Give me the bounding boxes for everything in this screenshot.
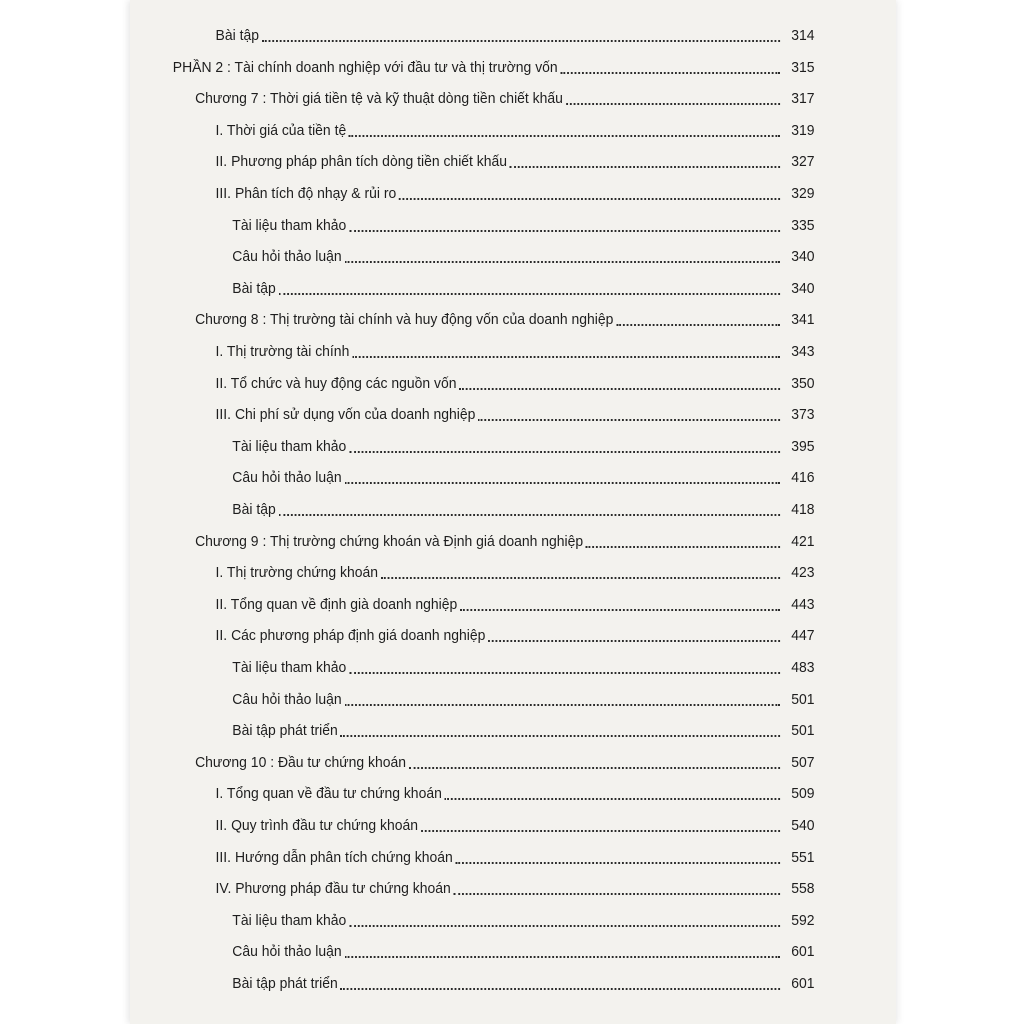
toc-entry: [130, 275, 842, 299]
toc-entry: [130, 433, 842, 457]
toc-entry: [130, 844, 842, 868]
toc-entry-title: I. Thời giá của tiền tệ: [215, 121, 347, 139]
toc-entry-page-number: 327: [791, 153, 815, 171]
toc-entry-title: Tài liệu tham khảo: [232, 216, 347, 234]
toc-entry-page-number: 341: [791, 311, 815, 329]
toc-entry-title: Câu hỏi thảo luận: [232, 690, 342, 708]
toc-entry-title: III. Phân tích độ nhạy & rủi ro: [215, 185, 397, 202]
toc-entry-title: PHẦN 2 : Tài chính doanh nghiệp với đầu tư và thị trường vốn: [172, 58, 558, 76]
toc-entry: [130, 148, 842, 172]
toc-entry: [130, 875, 842, 899]
dot-leader: [279, 514, 781, 516]
toc-entry: [130, 970, 842, 994]
toc-entry-page-number: 350: [791, 374, 815, 392]
toc-entry: [130, 338, 842, 362]
dot-leader: [478, 419, 780, 421]
dot-leader: [262, 40, 780, 42]
toc-entry-title: Câu hỏi thảo luận: [232, 469, 342, 487]
toc-entry-title: I. Thị trường chứng khoán: [215, 564, 379, 582]
dot-leader: [344, 261, 780, 263]
toc-entry: [130, 907, 842, 931]
toc-entry-title: Chương 9 : Thị trường chứng khoán và Định giá doanh nghiệp: [195, 532, 584, 550]
toc-entry-title: III. Chi phí sử dụng vốn của doanh nghiệp: [215, 406, 476, 424]
toc-entry-page-number: 315: [791, 58, 815, 76]
toc-entry-page-number: 507: [791, 753, 815, 771]
toc-entry-title: Chương 7 : Thời giá tiền tệ và kỹ thuật dòng tiền chiết khấu: [195, 90, 563, 108]
dot-leader: [349, 135, 780, 137]
toc-entry: [130, 717, 842, 741]
toc-entry-page-number: 421: [791, 532, 815, 550]
book-page: [130, 0, 896, 1024]
toc-entry-page-number: 501: [791, 722, 815, 740]
toc-entry: [130, 243, 842, 267]
toc-entry-title: Bài tập: [232, 501, 276, 518]
toc-entry-page-number: 540: [791, 817, 815, 834]
dot-leader: [456, 862, 780, 864]
toc-entry-page-number: 418: [791, 501, 815, 518]
toc-entry-title: Chương 10 : Đầu tư chứng khoán: [195, 753, 406, 771]
toc-entry-page-number: 423: [791, 564, 815, 582]
toc-entry-page-number: 314: [791, 27, 815, 44]
toc-entry-title: II. Tổng quan về định già doanh nghiệp: [215, 595, 458, 613]
toc-entry-title: I. Thị trường tài chính: [215, 343, 350, 360]
toc-entry-title: IV. Phương pháp đầu tư chứng khoán: [215, 880, 451, 898]
toc-entry-title: Bài tập: [215, 27, 259, 44]
toc-entry: [130, 622, 842, 646]
dot-leader: [349, 451, 780, 453]
toc-entry-page-number: 483: [791, 659, 815, 676]
dot-leader: [279, 293, 781, 295]
dot-leader: [510, 166, 780, 168]
toc-entry: [130, 528, 842, 552]
dot-leader: [352, 356, 780, 358]
toc-entry-title: Bài tập phát triển: [232, 722, 338, 740]
toc-entry-title: II. Tổ chức và huy động các nguồn vốn: [215, 374, 457, 392]
toc-entry: [130, 686, 842, 710]
toc-entry: [130, 496, 842, 520]
dot-leader: [399, 198, 780, 200]
toc-entry-title: Bài tập phát triển: [232, 975, 338, 992]
dot-leader: [409, 767, 780, 769]
toc-entry-page-number: 373: [791, 406, 815, 424]
dot-leader: [349, 925, 780, 927]
toc-entry-page-number: 319: [791, 121, 815, 139]
dot-leader: [566, 103, 780, 105]
toc-entry: [130, 654, 842, 678]
dot-leader: [349, 230, 780, 232]
dot-leader: [341, 735, 780, 737]
toc-entry-page-number: 395: [791, 437, 815, 455]
dot-leader: [341, 988, 780, 990]
toc-entry: [130, 54, 842, 78]
toc-entry-page-number: 447: [791, 627, 815, 645]
toc-entry-page-number: 343: [791, 343, 815, 360]
toc-entry-page-number: 509: [791, 785, 815, 803]
table-of-contents: [130, 0, 896, 1024]
toc-entry-page-number: 558: [791, 880, 815, 898]
toc-entry: [130, 117, 842, 141]
dot-leader: [459, 388, 780, 390]
toc-entry-page-number: 551: [791, 848, 815, 866]
dot-leader: [349, 672, 780, 674]
toc-entry-page-number: 329: [791, 185, 815, 202]
toc-entry: [130, 306, 842, 330]
toc-entry: [130, 812, 842, 836]
toc-entry-title: Bài tập: [232, 279, 276, 297]
toc-entry: [130, 464, 842, 488]
toc-entry-page-number: 317: [791, 90, 815, 108]
toc-entry: [130, 180, 842, 204]
toc-entry-title: II. Các phương pháp định giá doanh nghiệp: [215, 627, 486, 645]
dot-leader: [460, 609, 780, 611]
toc-entry-title: Tài liệu tham khảo: [232, 437, 347, 455]
toc-entry-title: Tài liệu tham khảo: [232, 659, 347, 676]
toc-entry: [130, 749, 842, 773]
dot-leader: [344, 956, 780, 958]
dot-leader: [488, 640, 780, 642]
toc-entry-page-number: 416: [791, 469, 815, 487]
toc-entry-page-number: 340: [791, 248, 815, 266]
toc-entry: [130, 370, 842, 394]
toc-entry: [130, 212, 842, 236]
toc-entry-page-number: 335: [791, 216, 815, 234]
toc-entry-title: III. Hướng dẫn phân tích chứng khoán: [215, 848, 453, 866]
toc-entry-page-number: 501: [791, 690, 815, 708]
toc-entry-title: II. Quy trình đầu tư chứng khoán: [215, 817, 419, 834]
toc-entry: [130, 780, 842, 804]
toc-entry-page-number: 601: [791, 943, 815, 961]
toc-entry: [130, 591, 842, 615]
toc-entry-page-number: 340: [791, 279, 815, 297]
toc-entry: [130, 559, 842, 583]
toc-entry: [130, 22, 842, 46]
dot-leader: [381, 577, 780, 579]
dot-leader: [586, 546, 780, 548]
toc-entry-page-number: 592: [791, 911, 815, 929]
toc-entry-title: Câu hỏi thảo luận: [232, 248, 342, 266]
dot-leader: [454, 893, 781, 895]
dot-leader: [445, 798, 780, 800]
toc-entry-title: Tài liệu tham khảo: [232, 911, 347, 929]
toc-entry-page-number: 601: [791, 975, 815, 992]
dot-leader: [344, 482, 780, 484]
toc-entry: [130, 401, 842, 425]
toc-entry: [130, 938, 842, 962]
dot-leader: [560, 72, 780, 74]
toc-entry-title: I. Tổng quan về đầu tư chứng khoán: [215, 785, 442, 803]
toc-entry-title: II. Phương pháp phân tích dòng tiền chiết khấu: [215, 153, 508, 171]
dot-leader: [344, 704, 780, 706]
toc-entry-title: Chương 8 : Thị trường tài chính và huy động vốn của doanh nghiệp: [195, 311, 614, 329]
toc-entry-page-number: 443: [791, 595, 815, 613]
dot-leader: [616, 324, 780, 326]
toc-entry: [130, 85, 842, 109]
toc-entry-title: Câu hỏi thảo luận: [232, 943, 342, 961]
dot-leader: [421, 830, 780, 832]
